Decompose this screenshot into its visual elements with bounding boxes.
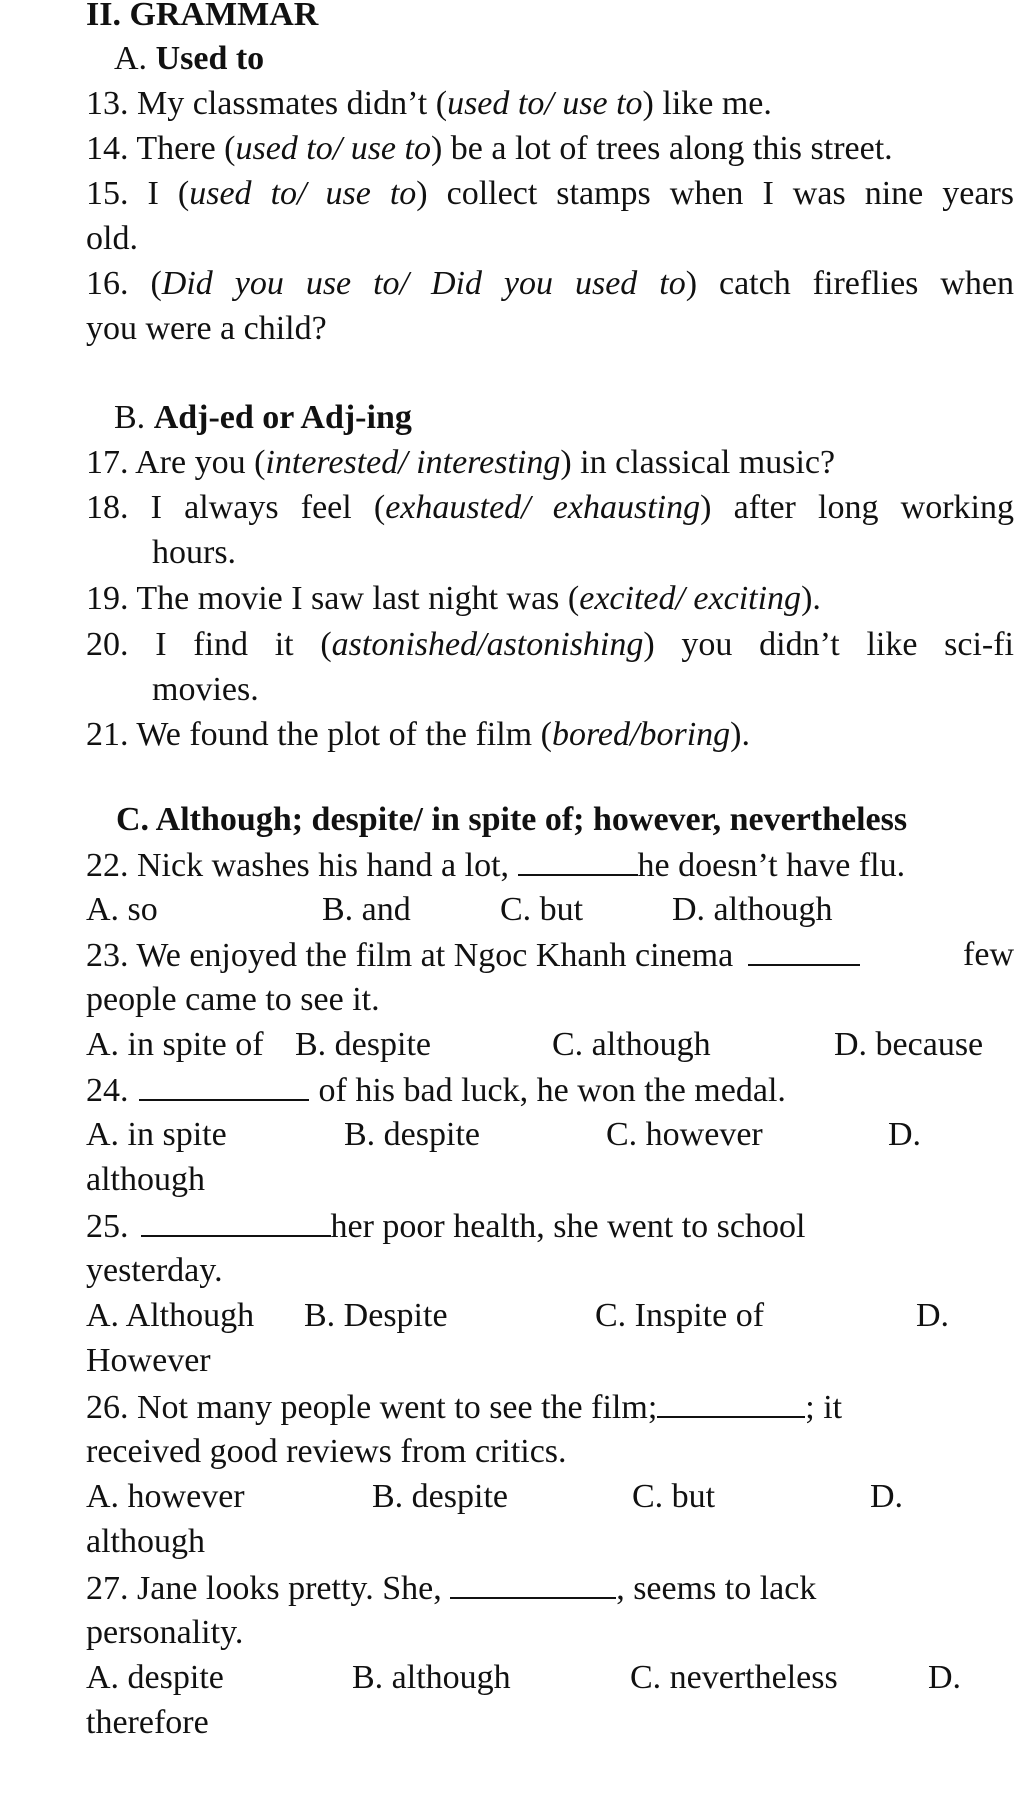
q25-option-d[interactable]: D. [916, 1297, 950, 1334]
question-14 [86, 126, 1014, 171]
q13-options: used to/ use to [447, 85, 643, 122]
question-23 [86, 932, 1014, 978]
q23-option-d[interactable]: D. because [834, 1026, 984, 1063]
q16-text: 16. ( [86, 265, 162, 302]
question-16 [86, 261, 1014, 306]
q25-blank[interactable] [141, 1203, 331, 1237]
q15-text-end: ) collect stamps when I was nine years [416, 175, 1015, 212]
q23-text-end: few [963, 936, 1014, 973]
q17-text-end: ) in classical music? [560, 444, 836, 481]
q24-text: 24. [86, 1072, 129, 1109]
question-13 [86, 81, 1014, 126]
q22-option-b[interactable]: B. and [322, 891, 411, 928]
section-b-heading [114, 395, 1014, 440]
q14-text: 14. There ( [86, 130, 236, 167]
q23-option-a[interactable]: A. in spite of [86, 1026, 264, 1063]
q16-text-end: ) catch fireflies when [685, 265, 1015, 302]
q27-option-b[interactable]: B. although [352, 1659, 511, 1696]
q23-option-c[interactable]: C. although [552, 1026, 711, 1063]
section-b-letter: B. [114, 399, 146, 436]
question-22 [86, 842, 1014, 888]
q18-text: 18. I always feel ( [86, 489, 386, 526]
q26-continuation: received good reviews from critics. [86, 1433, 567, 1470]
q13-text: 13. My classmates didn’t ( [86, 85, 448, 122]
q23-option-b[interactable]: B. despite [295, 1026, 431, 1063]
q23-continuation: people came to see it. [86, 981, 380, 1018]
q25-option-c[interactable]: C. Inspite of [595, 1297, 765, 1334]
q24-option-d-text[interactable]: although [86, 1161, 205, 1198]
q24-option-a[interactable]: A. in spite [86, 1116, 227, 1153]
question-24 [86, 1067, 1014, 1113]
section-c-heading: C. Although; despite/ in spite of; however, nevertheless [116, 801, 908, 838]
q24-text-end: of his bad luck, he won the medal. [318, 1072, 786, 1109]
q22-option-a[interactable]: A. so [86, 891, 158, 928]
q16-continuation: you were a child? [86, 310, 327, 347]
q27-option-a[interactable]: A. despite [86, 1659, 224, 1696]
q22-text-end: he doesn’t have flu. [637, 847, 906, 884]
q18-options: exhausted/ exhausting [385, 489, 701, 526]
q19-options: excited/ exciting [579, 580, 802, 617]
q26-blank[interactable] [657, 1384, 805, 1418]
q20-continuation: movies. [152, 671, 259, 708]
q14-options: used to/ use to [235, 130, 431, 167]
q13-text-end: ) like me. [642, 85, 772, 122]
question-15 [86, 171, 1014, 216]
q24-option-b[interactable]: B. despite [344, 1116, 480, 1153]
q24-blank[interactable] [139, 1067, 309, 1101]
q20-text: 20. I find it ( [86, 626, 332, 663]
q27-option-d[interactable]: D. [928, 1659, 962, 1696]
q26-text-end: ; it [805, 1389, 843, 1426]
q21-text: 21. We found the plot of the film ( [86, 716, 552, 753]
question-25 [86, 1203, 1014, 1249]
q24-option-d[interactable]: D. [888, 1116, 922, 1153]
q19-text: 19. The movie I saw last night was ( [86, 580, 580, 617]
q15-options: used to/ use to [189, 175, 417, 212]
q26-option-c[interactable]: C. but [632, 1478, 716, 1515]
q25-option-a[interactable]: A. Although [86, 1297, 255, 1334]
question-20 [86, 622, 1014, 667]
q27-option-d-text[interactable]: therefore [86, 1704, 209, 1741]
q27-option-c[interactable]: C. nevertheless [630, 1659, 838, 1696]
section-a-heading [114, 36, 1014, 81]
question-19 [86, 576, 1014, 621]
q26-option-d[interactable]: D. [870, 1478, 904, 1515]
q25-text-end: her poor health, she went to school [330, 1208, 806, 1245]
question-26 [86, 1384, 1014, 1430]
q27-blank[interactable] [450, 1565, 616, 1599]
q21-options: bored/boring [551, 716, 731, 753]
q27-continuation: personality. [86, 1614, 244, 1651]
q23-blank[interactable] [748, 932, 860, 966]
q22-text: 22. Nick washes his hand a lot, [86, 847, 510, 884]
q22-option-d[interactable]: D. although [672, 891, 833, 928]
q26-option-b[interactable]: B. despite [372, 1478, 508, 1515]
q20-options: astonished/astonishing [331, 626, 644, 663]
q22-option-c[interactable]: C. but [500, 891, 584, 928]
q26-text: 26. Not many people went to see the film; [86, 1389, 658, 1426]
q25-option-d-text[interactable]: However [86, 1342, 211, 1379]
section-b-title: Adj-ed or Adj-ing [153, 399, 412, 436]
q24-option-c[interactable]: C. however [606, 1116, 763, 1153]
q18-text-end: ) after long working [700, 489, 1014, 526]
q23-text: 23. We enjoyed the film at Ngoc Khanh cinema [86, 937, 734, 974]
q14-text-end: ) be a lot of trees along this street. [430, 130, 893, 167]
q27-text: 27. Jane looks pretty. She, [86, 1570, 442, 1607]
question-18 [86, 485, 1014, 530]
q15-text: 15. I ( [86, 175, 190, 212]
q20-text-end: ) you didn’t like sci-fi [643, 626, 1014, 663]
question-27 [86, 1565, 1014, 1611]
q26-option-d-text[interactable]: although [86, 1523, 205, 1560]
q19-text-end: ). [801, 580, 821, 617]
q25-text: 25. [86, 1208, 129, 1245]
section-a-letter: A. [114, 40, 148, 77]
q25-continuation: yesterday. [86, 1252, 223, 1289]
section-a-title: Used to [155, 40, 265, 77]
q21-text-end: ). [730, 716, 750, 753]
q17-text: 17. Are you ( [86, 444, 266, 481]
q15-continuation: old. [86, 220, 138, 257]
q18-continuation: hours. [152, 534, 237, 571]
q27-text-end: , seems to lack [616, 1570, 817, 1607]
question-17 [86, 440, 1014, 485]
section-title: II. GRAMMAR [86, 0, 319, 33]
question-21 [86, 712, 1014, 757]
q22-blank[interactable] [518, 842, 638, 876]
q16-options: Did you use to/ Did you used to [161, 265, 686, 302]
q25-option-b[interactable]: B. Despite [304, 1297, 448, 1334]
q26-option-a[interactable]: A. however [86, 1478, 245, 1515]
q17-options: interested/ interesting [265, 444, 561, 481]
